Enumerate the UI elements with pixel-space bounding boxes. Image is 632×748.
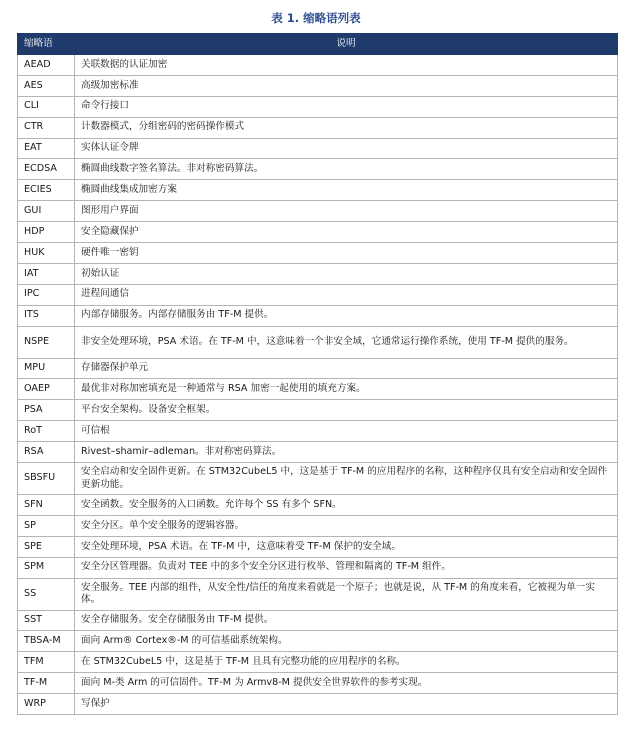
description-cell: 安全隐藏保护 [75,222,618,243]
abbreviation-cell: ITS [18,305,75,326]
abbreviation-cell: CTR [18,117,75,138]
abbreviation-cell: IPC [18,284,75,305]
table-row [18,117,618,138]
table-row [18,400,618,421]
description-cell: 安全函数。安全服务的入口函数。允许每个 SS 有多个 SFN。 [75,495,618,516]
abbreviation-cell: SS [18,578,75,610]
description-cell: 最优非对称加密填充是一种通常与 RSA 加密一起使用的填充方案。 [75,379,618,400]
description-cell: Rivest–shamir–adleman。非对称密码算法。 [75,442,618,463]
description-cell: 图形用户界面 [75,201,618,222]
abbreviation-cell: TF-M [18,673,75,694]
abbreviation-cell: MPU [18,358,75,379]
description-cell: 关联数据的认证加密 [75,55,618,76]
table-row [18,180,618,201]
abbreviation-cell: WRP [18,694,75,715]
abbreviation-cell: TBSA-M [18,631,75,652]
table-row [18,652,618,673]
table-row [18,159,618,180]
table-row [18,694,618,715]
abbreviation-cell: GUI [18,201,75,222]
description-cell: 可信根 [75,421,618,442]
abbreviations-table [17,33,618,715]
table-caption: 表 1. 缩略语列表 [271,11,361,25]
description-cell: 进程间通信 [75,284,618,305]
table-row [18,243,618,264]
description-cell: 面向 M-类 Arm 的可信固件。TF-M 为 Armv8-M 提供安全世界软件的参考实现。 [75,673,618,694]
table-row [18,358,618,379]
abbreviation-cell: CLI [18,96,75,117]
table-row [18,463,618,495]
abbreviation-cell: SFN [18,495,75,516]
table-row [18,536,618,557]
description-cell: 面向 Arm® Cortex®-M 的可信基础系统架构。 [75,631,618,652]
table-body [18,55,618,715]
header-abbreviation: 缩略语 [18,34,75,55]
description-cell: 安全处理环境，PSA 术语。在 TF-M 中，这意味着受 TF-M 保护的安全域。 [75,536,618,557]
abbreviation-cell: SP [18,515,75,536]
table-row [18,610,618,631]
description-cell: 实体认证令牌 [75,138,618,159]
abbreviation-cell: SST [18,610,75,631]
description-cell: 内部存储服务。内部存储服务由 TF-M 提供。 [75,305,618,326]
table-header-row [18,34,618,55]
table-row [18,578,618,610]
description-cell: 存储器保护单元 [75,358,618,379]
abbreviation-cell: RSA [18,442,75,463]
table-row [18,75,618,96]
description-cell: 写保护 [75,694,618,715]
table-row [18,201,618,222]
abbreviation-cell: SPM [18,557,75,578]
abbreviation-cell: EAT [18,138,75,159]
description-cell: 安全启动和安全固件更新。在 STM32CubeL5 中，这是基于 TF-M 的应用程序的名称，这种程序仅具有安全启动和安全固件更新功能。 [75,463,618,495]
abbreviation-cell: NSPE [18,326,75,358]
table-row [18,96,618,117]
table-row [18,263,618,284]
description-cell: 安全分区管理器。负责对 TEE 中的多个安全分区进行枚举、管理和隔离的 TF-M 组件。 [75,557,618,578]
table-row [18,379,618,400]
table-row [18,557,618,578]
table-row [18,495,618,516]
table-row [18,138,618,159]
abbreviation-cell: SPE [18,536,75,557]
description-cell: 安全存储服务。安全存储服务由 TF-M 提供。 [75,610,618,631]
abbreviation-cell: AES [18,75,75,96]
table-row [18,673,618,694]
abbreviation-cell: IAT [18,263,75,284]
description-cell: 在 STM32CubeL5 中，这是基于 TF-M 且具有完整功能的应用程序的名称。 [75,652,618,673]
abbreviation-cell: OAEP [18,379,75,400]
description-cell: 椭圆曲线数字签名算法。非对称密码算法。 [75,159,618,180]
description-cell: 平台安全架构。设备安全框架。 [75,400,618,421]
abbreviation-cell: SBSFU [18,463,75,495]
abbreviation-cell: HDP [18,222,75,243]
abbreviation-cell: ECIES [18,180,75,201]
table-row [18,326,618,358]
table-row [18,515,618,536]
description-cell: 非安全处理环境，PSA 术语。在 TF-M 中，这意味着一个非安全域，它通常运行操作系统，使用 TF-M 提供的服务。 [75,326,618,358]
description-cell: 安全服务。TEE 内部的组件，从安全性/信任的角度来看就是一个原子；也就是说，从 TF-M 的角度来看，它被视为单一实体。 [75,578,618,610]
description-cell: 初始认证 [75,263,618,284]
description-cell: 计数器模式，分组密码的密码操作模式 [75,117,618,138]
abbreviation-cell: HUK [18,243,75,264]
table-row [18,305,618,326]
table-row [18,55,618,76]
abbreviation-cell: ECDSA [18,159,75,180]
description-cell: 高级加密标准 [75,75,618,96]
table-row [18,222,618,243]
table-row [18,442,618,463]
table-row [18,631,618,652]
abbreviation-cell: TFM [18,652,75,673]
description-cell: 命令行接口 [75,96,618,117]
table-row [18,421,618,442]
header-description: 说明 [75,34,618,55]
abbreviation-cell: RoT [18,421,75,442]
abbreviation-cell: AEAD [18,55,75,76]
description-cell: 椭圆曲线集成加密方案 [75,180,618,201]
description-cell: 安全分区。单个安全服务的逻辑容器。 [75,515,618,536]
description-cell: 硬件唯一密钥 [75,243,618,264]
abbreviation-cell: PSA [18,400,75,421]
table-row [18,284,618,305]
